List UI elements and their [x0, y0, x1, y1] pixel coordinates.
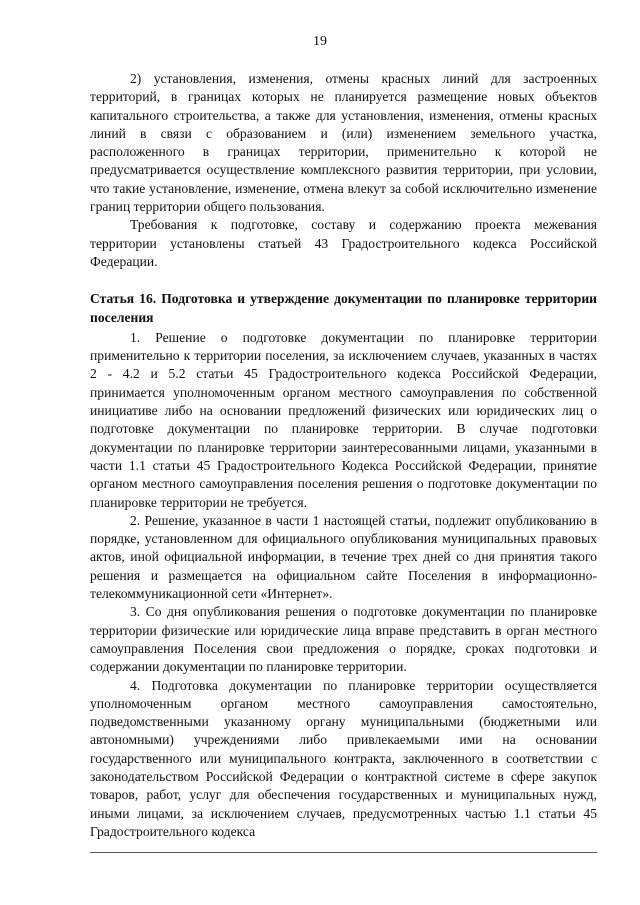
- paragraph-red-lines: 2) установления, изменения, отмены красных линий для застроенных территорий, в границах которых не планируется размещение новых объектов капитального строительства, а также для установления, изменения, отмены красных линий в связи с образованием и (или) изменением земельного участка, расположенного в границах территории, применительно к которой не предусматривается осуществление комплексного развития территории, при условии, что такие установление, изменение, отмена влекут за собой исключительно изменение границ территории общего пользования.: [90, 71, 597, 215]
- article-item-2: 2. Решение, указанное в части 1 настоящей статьи, подлежит опубликованию в порядке, установленном для официального опубликования муниципальных правовых актов, иной официальной информации, в течение трех дней со дня принятия такого решения и размещается на официальном сайте Поселения в информационно-телекоммуникационной сети «Интернет».: [90, 512, 597, 602]
- page-number: 19: [313, 34, 327, 49]
- article-item-4: 4. Подготовка документации по планировке территории осуществляется уполномоченным органом местного самоуправления самостоятельно, подведомственными указанному органу муниципальными (бюджетными или автономными) учреждениями либо привлекаемыми ими на основании государственного или муниципального контракта, заключенного в соответствии с законодательством Российской Федерации о контрактной системе в сфере закупок товаров, работ, услуг для обеспечения государственных и муниципальных нужд, иными лицами, за исключением случаев, предусмотренных частью 1.1 статьи 45 Градостроительного кодекса: [90, 677, 597, 839]
- paragraph-survey-requirements: Требования к подготовке, составу и содержанию проекта межевания территории установлены статьей 43 Градостроительного кодекса Российской Федерации.: [90, 217, 597, 269]
- footer-divider: [90, 852, 597, 853]
- article-16-title: Статья 16. Подготовка и утверждение документации по планировке территории поселения: [90, 291, 597, 325]
- article-item-3: 3. Со дня опубликования решения о подготовке документации по планировке территории физические или юридические лица вправе представить в орган местного самоуправления Поселения свои предложения о порядке, сроках подготовки и содержании документации по планировке территории.: [90, 604, 597, 675]
- article-item-1: 1. Решение о подготовке документации по планировке территории применительно к территории поселения, за исключением случаев, указанных в частях 2 - 4.2 и 5.2 статьи 45 Градостроительного кодекса Российской Федерации, принимается уполномоченным органом местного самоуправления по собственной инициативе либо на основании предложений физических или юридических лиц о подготовке документации по планировке территории. В случае подготовки документации по планировке территории заинтересованными лицами, указанными в части 1.1 статьи 45 Градостроительного Кодекса Российской Федерации, принятие органом местного самоуправления поселения решения о подготовке документации по планировке территории не требуется.: [90, 329, 597, 510]
- document-body: [90, 70, 597, 841]
